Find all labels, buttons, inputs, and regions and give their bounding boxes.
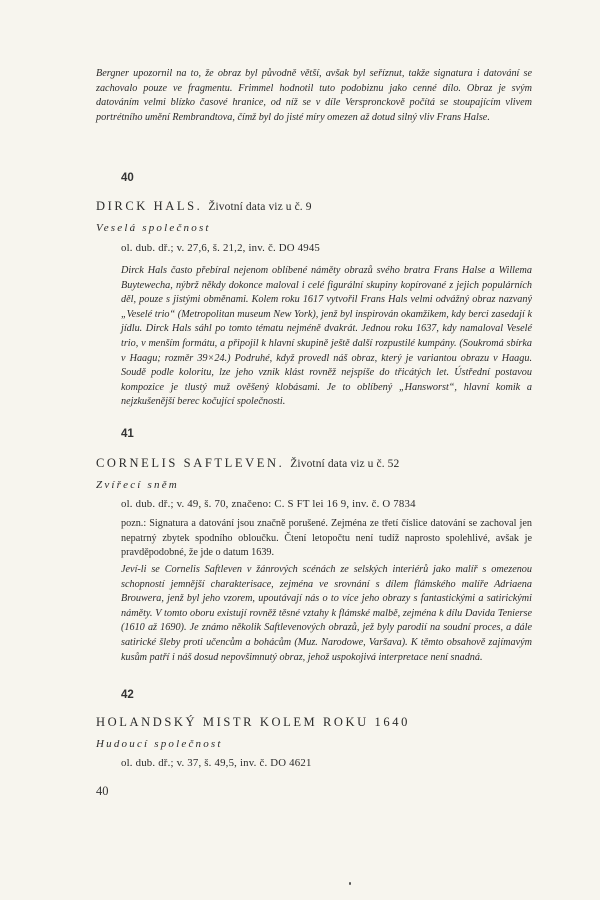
entry-heading bbox=[96, 715, 410, 730]
intro-paragraph bbox=[96, 67, 532, 125]
entry-heading bbox=[96, 456, 399, 471]
artwork-title: Veselá společnost bbox=[96, 222, 211, 234]
artwork-title: Hudoucí společnost bbox=[96, 738, 223, 750]
page-number: 40 bbox=[96, 784, 109, 798]
entry-description bbox=[121, 264, 532, 410]
paper-speck bbox=[349, 882, 351, 885]
artwork-title: Zvířecí sněm bbox=[96, 479, 179, 491]
entry-note bbox=[121, 517, 532, 561]
description-text: Jeví-li se Cornelis Saftleven v žánrových scénách ze selských interiérů jako malíř s omezenou schopností jemnější charakterisace, zejména ve srovnání s dílem flámského malíře Adriaena Brouwera, jenž byl jeho vzorem, upoutávají nás o to více jeho obrazy s fantastickými a satirickými náměty. V tomto oboru existují rovněž těsné vztahy k flámské malbě, zejména k dílu Davida Teniersе (1610 až 1690). Je známo několik Saftlevenových obrazů, jež byly parodií na soudní proces, a dále satirické šleby proti učencům a bohácům (Muz. Narodowe, Varšava). K těmto obsahově zajímavým kusům patří i náš dosud nepovšimnutý obraz, jehož uspokojivá interpretace není snadná. bbox=[121, 564, 532, 663]
entry-number: 41 bbox=[121, 428, 134, 440]
description-text: Dirck Hals často přebíral nejenom oblíbené náměty obrazů svého bratra Frans Halse a Willema Buytewecha, nýbrž někdy dokonce maloval i celé figurální skupiny kopírované z jejich populárních děl, pouze s jistými obměnami. Kolem roku 1617 vytvořil Frans Hals velmi odvážný obraz nazvaný „Veselé trio“ (Metropolitan museum New York), jenž byl inspirován okamžikem, kdy berci zasedají k jídlu. Dirck Hals sáhl po tomto tématu nejméně dvakrát. Jednou roku 1637, kdy namaloval Veselé trio, v menším formátu, a připojil k hlavní skupině ještě další rozpustilé kumpány. (Soukromá sbírka v Haagu; rozměr 39×24.) Podruhé, když provedl náš obraz, který je variantou obrazu v Haagu. Soudě podle koloritu, lze jeho vznik klást rovněž nejspíše do třicátých let. Ústřední postavou kompozice je tlustý muž ověšený klobásami. Je to oblíbený „Hansworst“, hlavní komik a nejzkušenější berec kočující společnosti. bbox=[121, 265, 532, 408]
entry-number: 42 bbox=[121, 689, 134, 701]
intro-text: Bergner upozornil na to, že obraz byl původně větší, avšak byl seříznut, takže signatura i datování se zachovalo pouze ve fragmentu. Frimmel hodnotil tuto podobiznu jako cenné dílo. Obraz je svým datováním velmi blízko časové hranice, od níž se v díle Verspronckově počítá se stoupajícím vlivem portrétního umění Rembrandtova, čímž byl do jisté míry omezen až dotud silný vliv Frans Halse. bbox=[96, 68, 532, 123]
note-text: pozn.: Signatura a datování jsou značně porušené. Zejména ze třetí číslice datování se zachoval jen nepatrný zbytek spodního obloučku. Čtení letopočtu není tudíž naprosto spolehlivé, avšak je pravděpodobné, že jde o datum 1639. bbox=[121, 518, 532, 559]
artwork-meta: ol. dub. dř.; v. 27,6, š. 21,2, inv. č. DO 4945 bbox=[121, 242, 321, 254]
artist-name: HOLANDSKÝ MISTR KOLEM ROKU 1640 bbox=[96, 715, 410, 729]
artist-name: CORNELIS SAFTLEVEN. bbox=[96, 456, 285, 470]
life-data: Životní data viz u č. 9 bbox=[208, 201, 312, 213]
artist-name: DIRCK HALS. bbox=[96, 199, 203, 213]
entry-number: 40 bbox=[121, 172, 134, 184]
entry-description bbox=[121, 563, 532, 665]
artwork-meta: ol. dub. dř.; v. 49, š. 70, značeno: C. S FT lei 16 9, inv. č. O 7834 bbox=[121, 498, 416, 510]
entry-heading bbox=[96, 199, 312, 214]
artwork-meta: ol. dub. dř.; v. 37, š. 49,5, inv. č. DO 4621 bbox=[121, 757, 312, 769]
life-data: Životní data viz u č. 52 bbox=[290, 458, 400, 470]
